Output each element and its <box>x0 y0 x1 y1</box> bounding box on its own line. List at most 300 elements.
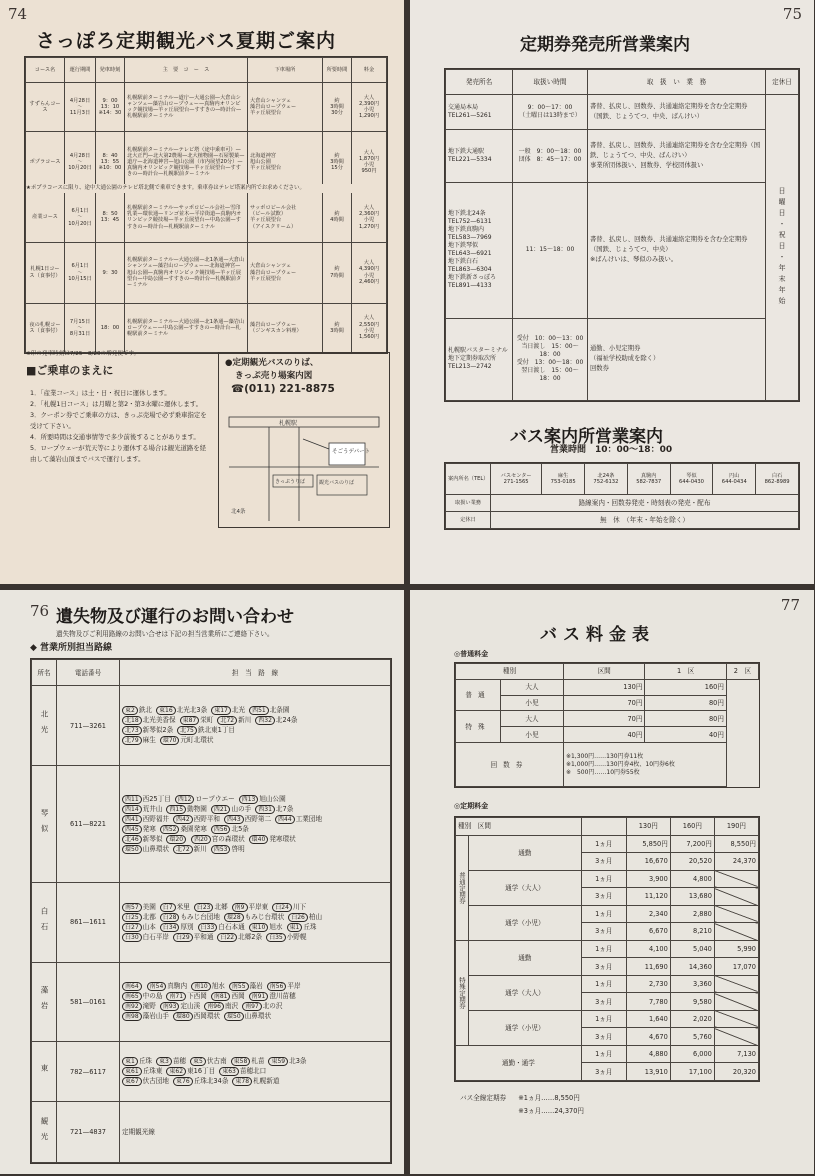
regular-fare-title: ◎普通料金 <box>454 650 489 658</box>
route-name: 北の沢 <box>262 1002 283 1011</box>
notice-item: 2．「札幌1日コース」は月曜と第2・第3水曜に運休します。 <box>30 400 202 408</box>
info-office-tel: 271-1565 <box>503 479 529 486</box>
route-number-badge: 南57 <box>122 903 142 912</box>
route-number-badge: 西15 <box>166 805 186 814</box>
regular-fare-table <box>454 662 760 788</box>
route-number-badge: 北72 <box>217 716 237 725</box>
tour-header-cell: 所要時間 <box>323 58 352 83</box>
tour-name: ポプラコース <box>26 132 65 193</box>
regular-fare-1: 70円 <box>563 695 645 711</box>
route-number-badge: 西20 <box>191 835 211 844</box>
pass-fare-1: 4,880 <box>626 1045 670 1063</box>
info-office-name: 琴似 <box>686 472 697 479</box>
route-number-badge: 白25 <box>122 913 142 922</box>
pass-fare-2: 2,880 <box>670 905 714 923</box>
regular-kind: 特殊 <box>456 711 501 743</box>
route-name: 北条園 <box>269 706 290 715</box>
page-74 <box>0 0 404 584</box>
route-line <box>122 923 388 932</box>
route-name: もみじ台団地 <box>180 912 221 921</box>
route-name: 新川 <box>238 716 252 725</box>
route-name: 下西岡 <box>187 992 207 1001</box>
pass-fare-3: 17,070 <box>714 958 758 976</box>
regular-header-cell: 2 区 <box>726 664 758 680</box>
route-line <box>122 795 388 804</box>
tour-duration: 約 3時間 15分 <box>323 132 352 193</box>
route-line <box>122 815 388 824</box>
pass-kind: 通勤 <box>469 835 582 870</box>
route-line <box>122 913 388 922</box>
tour-period: 6月1日 ～ 10月20日 <box>65 193 96 242</box>
route-name: 北都 <box>142 912 156 921</box>
route-number-badge: 東78 <box>232 1077 252 1086</box>
route-number-badge: 北73 <box>122 726 142 735</box>
route-number-badge: 南92 <box>122 1002 142 1011</box>
square-icon: ■ <box>26 364 37 377</box>
coupon-lines: ※1,300円……130円券11枚 ※1,000円……130円券4枚、10円券6枚 ※ 500円……10円券55枚 <box>563 743 726 787</box>
route-number-badge: 南96 <box>204 1002 224 1011</box>
route-name: 藻岩山手 <box>142 1012 170 1021</box>
route-name: 北光 <box>231 706 246 715</box>
route-number-badge: 環20 <box>166 835 186 844</box>
route-number-badge: 南10 <box>191 982 211 991</box>
route-number-badge: 白23 <box>194 903 214 912</box>
info-title: バス案内所営業案内 <box>510 427 663 447</box>
office-name: 白石 <box>32 883 57 962</box>
route-name: 滝野 <box>142 1002 156 1011</box>
route-line <box>122 1012 388 1021</box>
pass-fare-3 <box>714 993 758 1011</box>
pass-fare-1: 5,850円 <box>626 835 670 853</box>
pass-fare-2: 14,360 <box>670 958 714 976</box>
office-row <box>32 1041 391 1102</box>
route-number-badge: 白35 <box>266 933 286 942</box>
route-name: 旭水 <box>269 922 283 931</box>
tour-period: 4月28日 ～ 11月3日 <box>65 82 96 131</box>
route-name: 新琴似 <box>142 834 163 843</box>
pass-row <box>456 870 759 888</box>
info-office-tel: 582-7837 <box>636 479 662 486</box>
route-number-badge: 白34 <box>160 923 180 932</box>
route-name: 澄川苗穂 <box>269 992 296 1001</box>
route-number-badge: 環28 <box>224 913 244 922</box>
route-number-badge: 南81 <box>211 992 231 1001</box>
regular-kind: 普通 <box>456 679 501 711</box>
route-number-badge: 白27 <box>122 923 142 932</box>
tour-row <box>26 82 387 131</box>
route-number-badge: 西42 <box>173 815 193 824</box>
office-lines <box>120 765 391 882</box>
coupon-label: 回数券 <box>456 743 564 787</box>
office-tel: 861—1611 <box>57 883 120 962</box>
office-lines <box>120 962 391 1041</box>
info-office-cell <box>670 464 713 495</box>
route-name: 丘珠 <box>303 922 317 931</box>
route-number-badge: 北18 <box>122 716 142 725</box>
route-number-badge: 環70 <box>160 736 180 745</box>
sales-row <box>446 182 799 318</box>
route-number-badge: 白33 <box>198 923 218 932</box>
route-number-badge: 南91 <box>249 992 269 1001</box>
route-line <box>122 1077 388 1086</box>
page-76 <box>0 590 404 1174</box>
pass-group: 特殊定期券 <box>456 940 469 1045</box>
route-name: 平和通 <box>193 932 214 941</box>
pass-kind: 通学（大人） <box>469 870 582 905</box>
route-number-badge: 西56 <box>211 825 231 834</box>
map-diagram <box>219 409 389 529</box>
pass-month: 3ヵ月 <box>581 923 626 941</box>
tour-stop: サッポロビール会社 （ビール試飲） 羊ヶ丘展望台 （アイスクリーム） <box>248 193 323 242</box>
sales-business: 通勤、小児定期券 （福祉学校助成を除く） 回数券 <box>588 318 766 400</box>
notice-item: 4．所要時間は交通事情等で多少前後することがあります。 <box>30 433 200 441</box>
route-name: 中の島 <box>142 992 163 1001</box>
map-station-label: 札幌駅 <box>279 420 298 427</box>
route-name: 発寒 <box>142 824 156 833</box>
route-line <box>122 835 388 844</box>
poplar-note: ★ポプラコースに限り、途中大通公園のテレビ塔北側で乗車できます。乗車券はテレビ塔案内所でお求めください。 <box>26 184 386 193</box>
regular-fare-2: 80円 <box>645 695 727 711</box>
pass-fare-3 <box>714 975 758 993</box>
tour-course: 札幌駅前ターミナル—テレビ塔（途中乗車可）—北大正門—北大第2農場—北大植物園—石屋製菓—道庁—北海道神宮—旭山公園（市内展望20分）—真駒内オリンピック競技場—羊ヶ丘展望台—すすきの—時計台—札幌駅前ターミナル <box>125 132 248 193</box>
regular-header-cell: 1 区 <box>645 664 727 680</box>
info-hours: 営業時間 10：00～18：00 <box>550 445 673 455</box>
route-number-badge: 東58 <box>231 1057 251 1066</box>
route-name: 北光北3条 <box>176 706 208 715</box>
pass-month: 1ヵ月 <box>581 835 626 853</box>
route-number-badge: 白28 <box>160 913 180 922</box>
pass-fare-1: 2,340 <box>626 905 670 923</box>
route-name: 柏山 <box>308 912 323 921</box>
route-line <box>122 726 388 735</box>
office-row <box>32 1102 391 1163</box>
route-number-badge: 東17 <box>211 706 231 715</box>
sales-office-name: 札幌駅バスターミナル地下定期券取次所 TEL213—2742 <box>446 318 513 400</box>
notice-item: 5．ロープウェーが荒天等により運休する場合は観光道路を経由して藻岩山頂までバスで運行します。 <box>30 444 207 463</box>
pass-fare-1: 2,730 <box>626 975 670 993</box>
pass-fare-3: 8,550円 <box>714 835 758 853</box>
route-number-badge: 北72 <box>173 845 193 854</box>
page-75 <box>410 0 814 584</box>
section-title: ◆ 営業所別担当路線 <box>30 643 113 653</box>
route-number-badge: 東67 <box>122 1077 142 1086</box>
regular-header-cell: 区間 <box>563 664 645 680</box>
sales-header-cell: 取扱い時間 <box>513 70 588 95</box>
route-name: 啓明 <box>231 844 245 853</box>
office-tel: 581—0161 <box>57 962 120 1041</box>
route-number-badge: 東5 <box>190 1057 206 1066</box>
info-label-closed: 定休日 <box>446 512 491 529</box>
route-name: 山鼻環状 <box>244 1012 272 1021</box>
map-north-label: 北4条 <box>231 509 246 515</box>
pass-month: 1ヵ月 <box>581 940 626 958</box>
office-lines <box>120 1102 391 1163</box>
route-name: 旭山公園 <box>259 794 286 803</box>
pass-fare-1: 13,910 <box>626 1063 670 1081</box>
pass-month: 1ヵ月 <box>581 1010 626 1028</box>
route-number-badge: 白7 <box>160 903 176 912</box>
all-pass-label: バス全線定期券 <box>460 1094 507 1102</box>
route-name: もみじ台環状 <box>244 912 285 921</box>
route-name: 丘珠北34条 <box>193 1077 229 1086</box>
route-number-badge: 白24 <box>272 903 292 912</box>
office-lines <box>120 686 391 765</box>
tour-duration: 約 7時間 <box>323 242 352 303</box>
tour-period: 7月15日 ～ 8月31日 <box>65 303 96 352</box>
notice-list <box>30 388 210 465</box>
pass-header-cell: 160円 <box>670 818 714 836</box>
pass-fare-1: 4,670 <box>626 1028 670 1046</box>
tour-fare: 大人 2,550円 小児 1,560円 <box>352 303 387 352</box>
route-number-badge: 西53 <box>211 845 231 854</box>
route-number-badge: 環40 <box>249 835 269 844</box>
pass-fare-2: 4,800 <box>670 870 714 888</box>
route-number-badge: 西31 <box>255 805 275 814</box>
pass-kind: 通学（小児） <box>469 1010 582 1045</box>
route-number-badge: 東62 <box>166 1067 186 1076</box>
pass-month: 3ヵ月 <box>581 1028 626 1046</box>
all-pass-block <box>460 1092 584 1118</box>
route-name: 平岸 <box>287 982 301 991</box>
office-header-cell: 電話番号 <box>57 660 120 686</box>
route-name: 山本 <box>142 922 156 931</box>
pass-month: 3ヵ月 <box>581 853 626 871</box>
route-name: 定期観光線 <box>122 1128 155 1137</box>
tour-header-cell: 下車場所 <box>248 58 323 83</box>
pass-fare-1: 1,640 <box>626 1010 670 1028</box>
office-row <box>32 765 391 882</box>
pass-month: 1ヵ月 <box>581 905 626 923</box>
route-name: 美園 <box>142 902 156 911</box>
notice-item: 3．クーポン券でご乗車の方は、きっぷ売場で必ず乗車指定を受けて下さい。 <box>30 411 207 430</box>
route-name: 西岡 <box>231 992 245 1001</box>
pass-fare-2: 6,000 <box>670 1045 714 1063</box>
office-table <box>30 658 392 1164</box>
pass-month: 3ヵ月 <box>581 993 626 1011</box>
route-number-badge: 白22 <box>217 933 237 942</box>
info-office-cell <box>756 464 799 495</box>
tour-fare: 大人 1,870円 小児 950円 <box>352 132 387 193</box>
pass-fare-2: 5,040 <box>670 940 714 958</box>
tour-duration: 約 4時間 <box>323 193 352 242</box>
sales-hours: 一般 9：00～18：00 団体 8：45～17：00 <box>513 130 588 182</box>
info-office-name: 真駒内 <box>640 472 657 479</box>
regular-fare-2: 160円 <box>645 679 727 695</box>
route-name: 北5条 <box>231 824 249 833</box>
route-number-badge: 環80 <box>173 1012 193 1021</box>
route-name: 鉄北東1丁目 <box>197 726 236 735</box>
pass-fare-2: 5,760 <box>670 1028 714 1046</box>
route-name: 定山渓 <box>180 1002 201 1011</box>
notice-title: ■ご乗車のまえに <box>26 364 114 377</box>
pass-fare-2: 17,100 <box>670 1063 714 1081</box>
route-name: 北郷 <box>214 902 228 911</box>
tour-header-cell: 料金 <box>352 58 387 83</box>
route-number-badge: 西43 <box>224 815 244 824</box>
route-name: 新川 <box>193 844 207 853</box>
pass-fare-table <box>454 816 760 1082</box>
sales-business: 書替、払戻し、回数券、共通連絡定期券を含む全定期券 （国鉄、じょうてつ、中央） ※ばんけいは、琴似のみ扱い。 <box>588 182 766 318</box>
sales-header-cell: 発売所名 <box>446 70 513 95</box>
regular-kind-head: 種別 <box>456 664 564 680</box>
tour-row <box>26 303 387 352</box>
route-name: 山の手 <box>231 804 252 813</box>
route-name: 北24条 <box>275 716 298 725</box>
route-number-badge: 西52 <box>160 825 180 834</box>
route-number-badge: 南93 <box>160 1002 180 1011</box>
route-name: 白石平岸 <box>142 932 170 941</box>
route-number-badge: 北79 <box>122 736 142 745</box>
route-number-badge: 南71 <box>166 992 186 1001</box>
pass-row <box>456 1045 759 1063</box>
tour-name: 夜の札幌コース（食事付） <box>26 303 65 352</box>
tour-name: すずらんコース <box>26 82 65 131</box>
office-lines <box>120 1041 391 1102</box>
tour-period: 6月1日 ～ 10月15日 <box>65 242 96 303</box>
info-office-name: 円山 <box>729 472 740 479</box>
pass-fare-1: 6,670 <box>626 923 670 941</box>
pass-month: 3ヵ月 <box>581 958 626 976</box>
route-number-badge: 西12 <box>175 795 195 804</box>
map-ticket-label: きっぷうりば <box>275 479 306 485</box>
route-line <box>122 982 388 991</box>
pass-month: 3ヵ月 <box>581 888 626 906</box>
route-name: 旭水 <box>211 982 225 991</box>
pass-fare-3 <box>714 1028 758 1046</box>
pass-fare-1: 11,120 <box>626 888 670 906</box>
office-header-cell: 所名 <box>32 660 57 686</box>
route-line <box>122 933 388 942</box>
pass-fare-2: 3,360 <box>670 975 714 993</box>
tour-fare: 大人 2,360円 小児 1,270円 <box>352 193 387 242</box>
sales-hours: 11：15～18：00 <box>513 182 588 318</box>
route-number-badge: 西14 <box>122 805 142 814</box>
map-box <box>218 352 390 528</box>
route-line <box>122 825 388 834</box>
office-name: 北光 <box>32 686 57 765</box>
sales-row <box>446 95 799 130</box>
info-label-biz: 取扱い業務 <box>446 495 491 512</box>
route-name: 工業団地 <box>295 814 323 823</box>
route-name: 東16丁目 <box>187 1067 216 1076</box>
route-name: 苗穂 <box>172 1057 187 1066</box>
route-name: 米里 <box>176 902 190 911</box>
pass-fare-3: 7,130 <box>714 1045 758 1063</box>
route-number-badge: 南97 <box>242 1002 262 1011</box>
pass-fare-2: 13,680 <box>670 888 714 906</box>
page-number: 74 <box>8 5 28 23</box>
route-name: 桑園発寒 <box>180 824 207 833</box>
info-office-cell <box>542 464 585 495</box>
office-name: 観光 <box>32 1102 57 1163</box>
route-name: 北7条 <box>275 804 294 813</box>
route-name: 宮の森環状 <box>211 834 245 843</box>
route-line <box>122 736 388 745</box>
route-name: 鉄北 <box>138 706 153 715</box>
pass-fare-2: 2,020 <box>670 1010 714 1028</box>
pass-fare-1: 11,690 <box>626 958 670 976</box>
route-line <box>122 845 388 854</box>
pass-fare-2: 20,520 <box>670 853 714 871</box>
route-name: 丘珠東 <box>142 1067 163 1076</box>
info-office-tel: 753-0185 <box>550 479 576 486</box>
route-number-badge: 東59 <box>268 1057 288 1066</box>
route-line <box>122 992 388 1001</box>
tour-period: 4月28日 ～ 10月20日 <box>65 132 96 193</box>
regular-fare-1: 70円 <box>563 711 645 727</box>
sales-business: 書替、払戻し、回数券、共通連絡定期券を含む全定期券 （国鉄、じょうてつ、中央、ばんけい） <box>588 95 766 130</box>
route-name: 札幌新道 <box>253 1077 280 1086</box>
route-number-badge: 西41 <box>122 815 142 824</box>
tour-fare: 大人 2,390円 小児 1,290円 <box>352 82 387 131</box>
tour-course: 札幌駅前ターミナル—道庁—大通公園—大倉山シャンツェ—藻岩山ロープウェー—真駒内オリンピック競技場—羊ヶ丘展望台—すすきの—時計台—札幌駅前ターミナル <box>125 82 248 131</box>
route-number-badge: 東61 <box>122 1067 142 1076</box>
pass-header-cell: 130円 <box>626 818 670 836</box>
route-name: 西野平和 <box>193 814 221 823</box>
route-name: 北光美香保 <box>142 716 176 725</box>
route-number-badge: 南65 <box>122 992 142 1001</box>
pass-kind-head: 種別 区間 <box>456 818 582 836</box>
office-name: 琴似 <box>32 765 57 882</box>
regular-fare-1: 40円 <box>563 727 645 743</box>
tour-row <box>26 242 387 303</box>
office-row <box>32 883 391 962</box>
all-pass-line: ※3ヵ月……24,370円 <box>518 1107 585 1115</box>
tour-course: 札幌駅前ターミナル—大通公園—北1条通—藻岩山ロープウェー—中島公園—すすきの—時計台—札幌駅前ターミナル <box>125 303 248 352</box>
route-name: 丘珠 <box>138 1057 153 1066</box>
info-office-tel: 752-6132 <box>593 479 619 486</box>
route-number-badge: 南54 <box>147 982 167 991</box>
route-line <box>122 903 388 912</box>
pass-fare-3: 24,370 <box>714 853 758 871</box>
regular-row <box>456 695 759 711</box>
tour-row <box>26 193 387 242</box>
route-name: 西野福井 <box>142 814 170 823</box>
info-office-name: 北24条 <box>597 472 615 479</box>
route-name: 真駒内 <box>167 982 188 991</box>
office-row <box>32 686 391 765</box>
info-office-tel: 644-0430 <box>678 479 704 486</box>
page-title: 遺失物及び運行のお問い合わせ <box>56 607 294 627</box>
tour-header-cell: 主 要 コ ー ス <box>125 58 248 83</box>
sales-office-name: 交通局本局 TEL261—5261 <box>446 95 513 130</box>
route-name: 麻生 <box>142 736 156 745</box>
map-dept-label: そごうデパート <box>332 449 371 455</box>
route-name: 伏古南 <box>206 1057 227 1066</box>
pass-fare-3 <box>714 870 758 888</box>
route-number-badge: 白30 <box>122 933 142 942</box>
route-number-badge: 東2 <box>122 706 138 715</box>
route-line <box>122 1057 388 1066</box>
tour-header-cell: 運行期間 <box>65 58 96 83</box>
tour-time: 9：00 13：10 ※14：30 <box>96 82 125 131</box>
info-closed: 無 休 （年末・年始を除く） <box>491 512 799 529</box>
tour-time: 8：50 13：45 <box>96 193 125 242</box>
pass-fare-2: 8,210 <box>670 923 714 941</box>
regular-sub: 大人 <box>501 679 564 695</box>
info-office-cell <box>585 464 628 495</box>
pass-fare-2: 7,200円 <box>670 835 714 853</box>
route-number-badge: 東1 <box>287 923 303 932</box>
route-number-badge: 西44 <box>275 815 295 824</box>
route-name: 南沢 <box>224 1002 239 1011</box>
route-number-badge: 東10 <box>249 923 269 932</box>
regular-sub: 小児 <box>501 727 564 743</box>
page-number: 76 <box>30 602 50 620</box>
notice-item: 1．「産業コース」は土・日・祝日に運休します。 <box>30 389 171 397</box>
route-name: ロープウエー <box>195 794 235 803</box>
pass-fare-3 <box>714 923 758 941</box>
